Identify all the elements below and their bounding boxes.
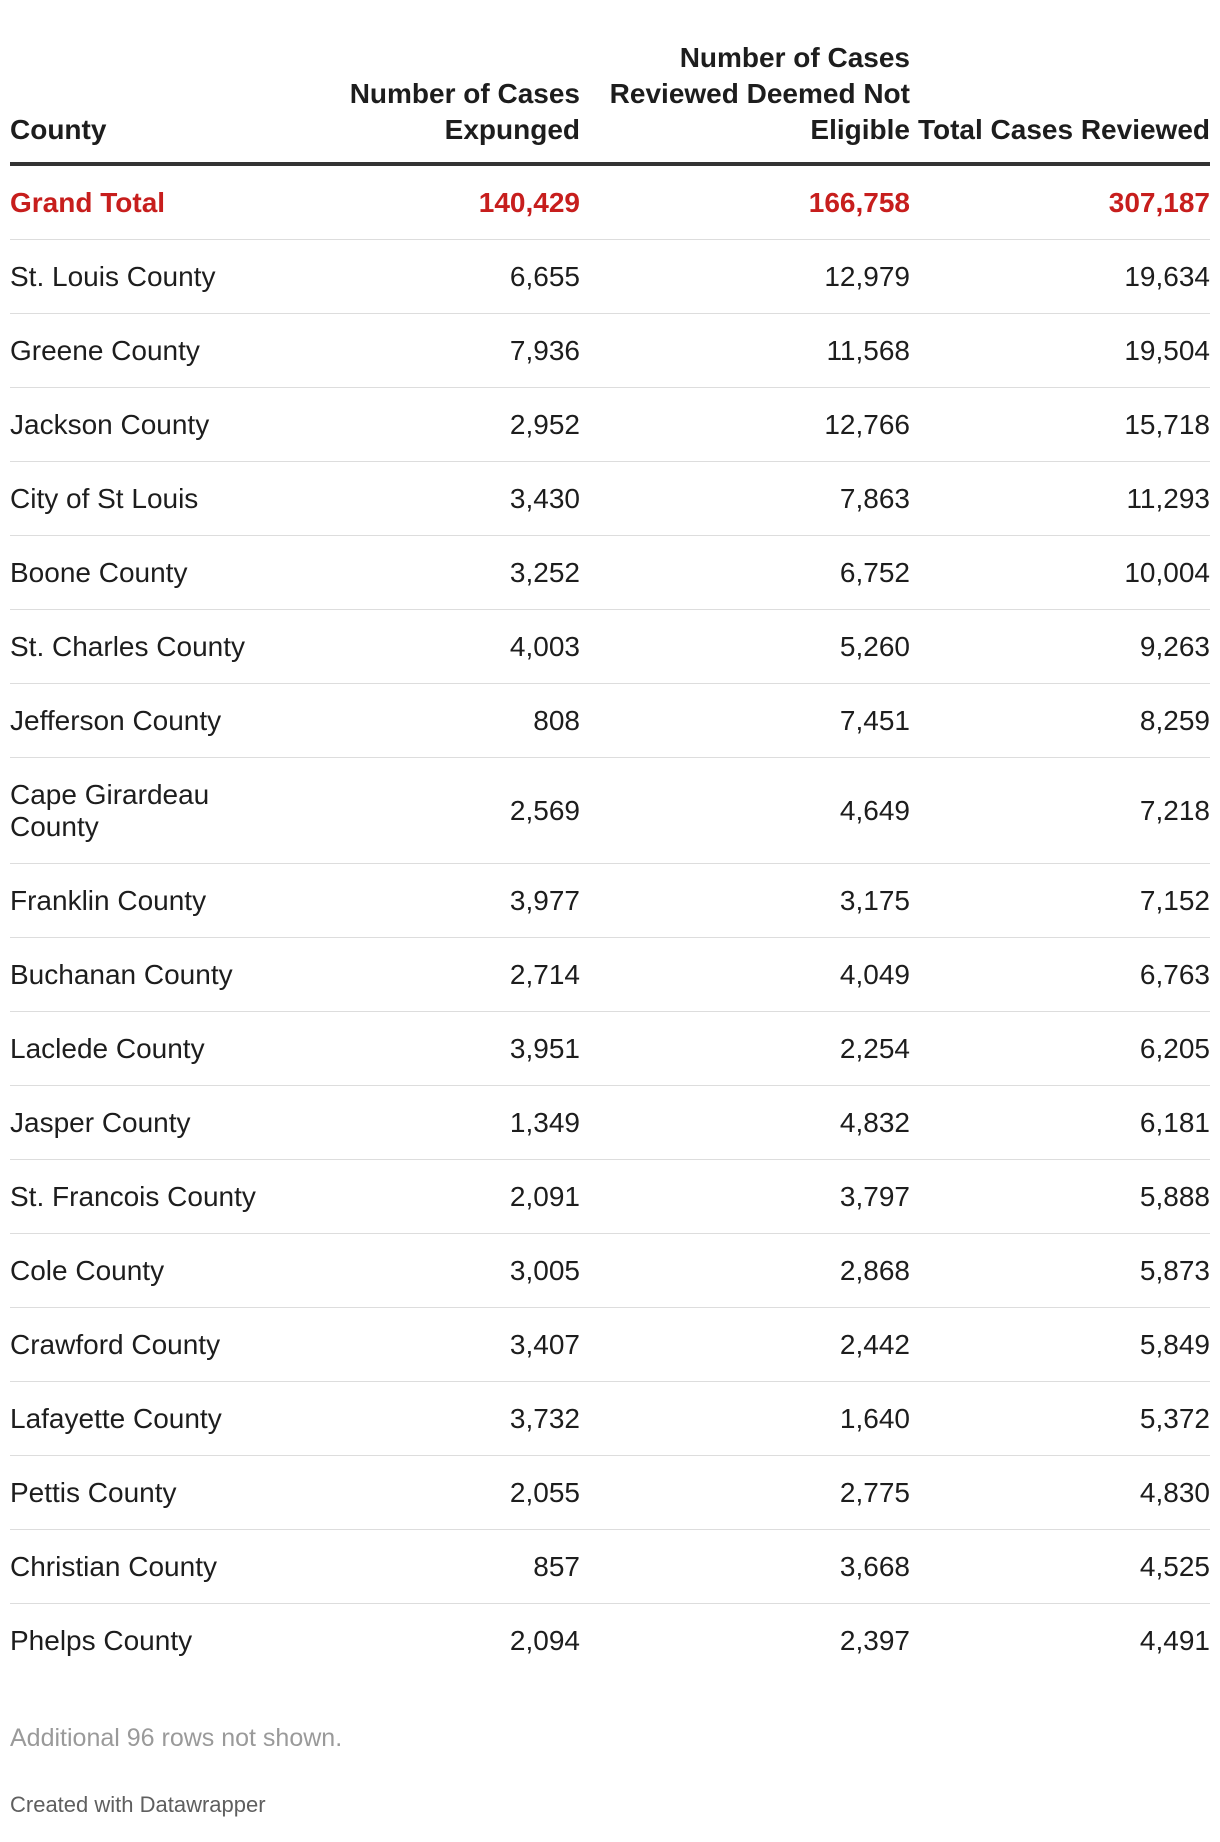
county-cell <box>10 314 340 388</box>
total-reviewed-cell: 6,763 <box>910 938 1210 1012</box>
county-label: Grand Total <box>10 186 166 218</box>
county-cell <box>10 388 340 462</box>
not-eligible-cell: 12,766 <box>580 388 910 462</box>
county-label: Lafayette County <box>10 1402 222 1434</box>
not-eligible-cell: 2,868 <box>580 1234 910 1308</box>
not-eligible-cell: 7,863 <box>580 462 910 536</box>
table-row <box>10 1382 1210 1456</box>
county-cell <box>10 1308 340 1382</box>
not-eligible-cell: 3,797 <box>580 1160 910 1234</box>
county-label: St. Francois County <box>10 1180 256 1212</box>
county-cell <box>10 462 340 536</box>
header-row <box>10 40 1210 164</box>
expunged-cell: 3,407 <box>340 1308 580 1382</box>
not-eligible-cell: 6,752 <box>580 536 910 610</box>
not-eligible-cell: 7,451 <box>580 684 910 758</box>
county-label: Phelps County <box>10 1624 193 1656</box>
expunged-cell: 2,055 <box>340 1456 580 1530</box>
total-reviewed-cell: 6,181 <box>910 1086 1210 1160</box>
expunged-cell: 857 <box>340 1530 580 1604</box>
expunged-cell: 2,714 <box>340 938 580 1012</box>
not-eligible-cell: 1,640 <box>580 1382 910 1456</box>
total-reviewed-cell: 307,187 <box>910 164 1210 240</box>
header-expunged[interactable]: Number of Cases Expunged <box>340 40 580 164</box>
expunged-cell: 3,430 <box>340 462 580 536</box>
county-cell <box>10 1012 340 1086</box>
footnote: Additional 96 rows not shown. <box>10 1724 343 1752</box>
total-reviewed-cell: 19,504 <box>910 314 1210 388</box>
county-cell <box>10 938 340 1012</box>
county-label: Jackson County <box>10 408 210 440</box>
total-reviewed-cell: 6,205 <box>910 1012 1210 1086</box>
not-eligible-cell: 4,649 <box>580 758 910 864</box>
county-label: Boone County <box>10 556 188 588</box>
not-eligible-cell: 2,254 <box>580 1012 910 1086</box>
table-row <box>10 610 1210 684</box>
expunged-cell: 808 <box>340 684 580 758</box>
table-row <box>10 314 1210 388</box>
table-row <box>10 536 1210 610</box>
expunged-cell: 1,349 <box>340 1086 580 1160</box>
not-eligible-cell: 2,775 <box>580 1456 910 1530</box>
header-county[interactable]: County <box>10 40 340 164</box>
total-reviewed-cell: 10,004 <box>910 536 1210 610</box>
county-cell <box>10 1086 340 1160</box>
table-header <box>10 40 1210 164</box>
header-total-reviewed[interactable]: Total Cases Reviewed <box>910 40 1210 164</box>
county-cell <box>10 164 340 240</box>
county-cell <box>10 240 340 314</box>
total-reviewed-cell: 5,888 <box>910 1160 1210 1234</box>
county-label: Laclede County <box>10 1032 205 1064</box>
header-not-eligible[interactable]: Number of Cases Reviewed Deemed Not Eligible <box>580 40 910 164</box>
total-reviewed-cell: 7,218 <box>910 758 1210 864</box>
county-cell <box>10 610 340 684</box>
county-label: Crawford County <box>10 1328 221 1360</box>
county-cell <box>10 1604 340 1678</box>
table-row <box>10 1530 1210 1604</box>
table-row <box>10 1086 1210 1160</box>
not-eligible-cell: 4,049 <box>580 938 910 1012</box>
grand-total-row <box>10 164 1210 240</box>
county-cell <box>10 1456 340 1530</box>
table-row <box>10 1012 1210 1086</box>
expunged-cell: 3,005 <box>340 1234 580 1308</box>
not-eligible-cell: 5,260 <box>580 610 910 684</box>
county-label: St. Louis County <box>10 260 216 292</box>
not-eligible-cell: 3,668 <box>580 1530 910 1604</box>
expunged-cell: 3,252 <box>340 536 580 610</box>
not-eligible-cell: 2,442 <box>580 1308 910 1382</box>
county-label: Christian County <box>10 1550 217 1582</box>
county-label: Jefferson County <box>10 704 222 736</box>
total-reviewed-cell: 5,372 <box>910 1382 1210 1456</box>
county-cell <box>10 864 340 938</box>
not-eligible-cell: 4,832 <box>580 1086 910 1160</box>
table-row <box>10 1160 1210 1234</box>
county-label: Jasper County <box>10 1106 191 1138</box>
not-eligible-cell: 11,568 <box>580 314 910 388</box>
expunged-cell: 4,003 <box>340 610 580 684</box>
credit-line: Created with Datawrapper <box>10 1792 266 1817</box>
county-label: Pettis County <box>10 1476 177 1508</box>
expunged-cell: 2,569 <box>340 758 580 864</box>
county-cell <box>10 1234 340 1308</box>
county-cell <box>10 684 340 758</box>
expunged-cell: 2,952 <box>340 388 580 462</box>
total-reviewed-cell: 7,152 <box>910 864 1210 938</box>
county-cell <box>10 758 340 864</box>
expunged-cell: 2,091 <box>340 1160 580 1234</box>
county-label: Franklin County <box>10 884 207 916</box>
table-row <box>10 462 1210 536</box>
expunged-cell: 7,936 <box>340 314 580 388</box>
expunged-cell: 3,732 <box>340 1382 580 1456</box>
expunged-cell: 140,429 <box>340 164 580 240</box>
table-row <box>10 1456 1210 1530</box>
total-reviewed-cell: 15,718 <box>910 388 1210 462</box>
county-cell <box>10 536 340 610</box>
total-reviewed-cell: 8,259 <box>910 684 1210 758</box>
county-label: Cape Girardeau County <box>10 778 210 842</box>
table-row <box>10 388 1210 462</box>
county-label: Cole County <box>10 1254 165 1286</box>
not-eligible-cell: 12,979 <box>580 240 910 314</box>
expunged-cell: 6,655 <box>340 240 580 314</box>
total-reviewed-cell: 11,293 <box>910 462 1210 536</box>
not-eligible-cell: 2,397 <box>839 1624 910 1656</box>
table-row <box>10 684 1210 758</box>
not-eligible-cell: 3,175 <box>580 864 910 938</box>
county-label: St. Charles County <box>10 630 245 662</box>
total-reviewed-cell: 5,873 <box>910 1234 1210 1308</box>
not-eligible-cell: 166,758 <box>580 164 910 240</box>
table-row <box>10 864 1210 938</box>
county-label: Buchanan County <box>10 958 233 990</box>
expunged-cell: 3,977 <box>340 864 580 938</box>
total-reviewed-cell: 5,849 <box>910 1308 1210 1382</box>
table-row <box>10 938 1210 1012</box>
county-label: City of St Louis <box>10 482 199 514</box>
table-row <box>10 1308 1210 1382</box>
total-reviewed-cell: 9,263 <box>910 610 1210 684</box>
county-label: Greene County <box>10 334 200 366</box>
total-reviewed-cell: 4,525 <box>910 1530 1210 1604</box>
county-cell <box>10 1530 340 1604</box>
total-reviewed-cell: 4,491 <box>1139 1624 1210 1656</box>
total-reviewed-cell: 4,830 <box>910 1456 1210 1530</box>
expunged-cell: 3,951 <box>340 1012 580 1086</box>
table-row <box>10 1234 1210 1308</box>
county-cell <box>10 1160 340 1234</box>
table-row <box>10 240 1210 314</box>
total-reviewed-cell: 19,634 <box>910 240 1210 314</box>
table-body <box>10 164 1210 1677</box>
data-table <box>10 40 1210 1677</box>
county-cell <box>10 1382 340 1456</box>
table-row <box>10 758 1210 864</box>
expunged-cell: 2,094 <box>509 1624 580 1656</box>
table-row <box>10 1604 1210 1678</box>
